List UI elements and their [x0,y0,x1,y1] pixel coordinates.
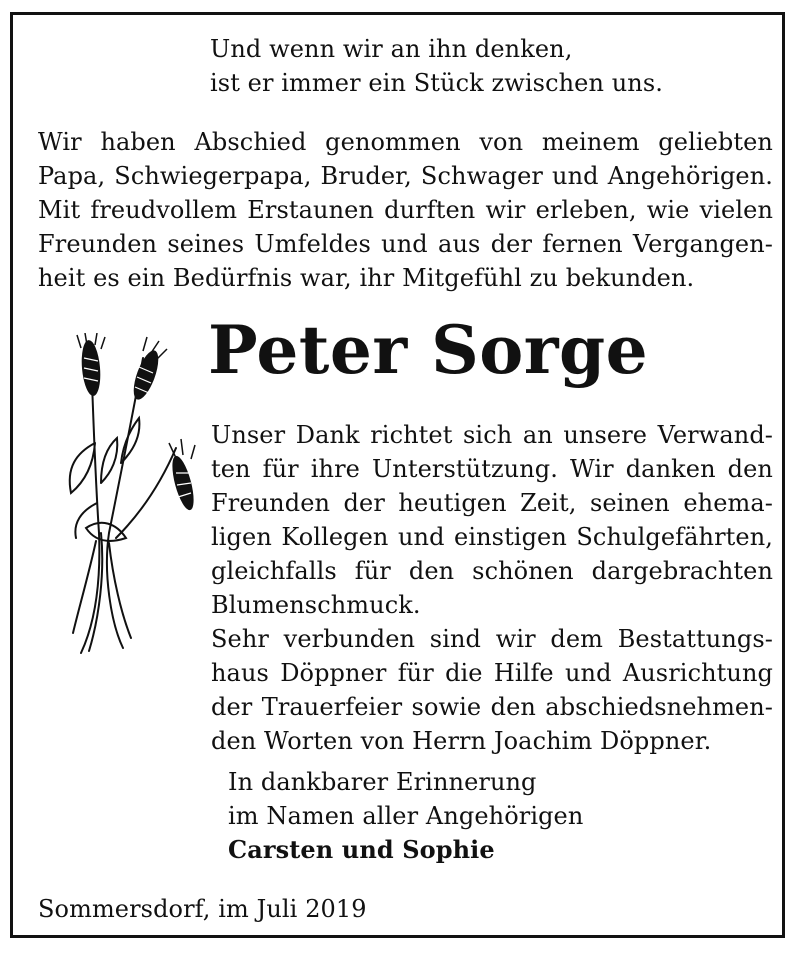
thanks-line-7: Sehr verbunden sind wir dem Bestattungs- [211,625,773,653]
intro-line-5: heit es ein Bedürfnis war, ihr Mitgefühl zu bekunden. [38,264,695,292]
poem [210,32,670,100]
deceased-name: Peter Sorge [208,311,649,389]
intro-line-4: Freunden seines Umfeldes und aus der fernen Vergangen- [38,230,773,258]
intro-paragraph [38,125,773,295]
obituary-notice [10,12,785,938]
thanks-line-6: Blumenschmuck. [211,591,421,619]
closing-block [228,765,648,867]
poem-line-1: Und wenn wir an ihn denken, [210,35,573,63]
poem-line-2: ist er immer ein Stück zwischen uns. [210,69,664,97]
thanks-line-8: haus Döppner für die Hilfe und Ausrichtung [211,659,773,687]
closing-line-1: In dankbarer Erinnerung [228,768,537,796]
intro-line-2: Papa, Schwiegerpapa, Bruder, Schwager und Angehörigen. [38,162,773,190]
signers: Carsten und Sophie [228,835,495,864]
thanks-line-4: ligen Kollegen und einstigen Schulgefährten, [211,523,773,551]
intro-line-3: Mit freudvollem Erstaunen durften wir erleben, wie vielen [38,196,773,224]
thanks-line-10: den Worten von Herrn Joachim Döppner. [211,727,712,755]
wheat-bundle-icon [51,333,201,663]
place-date: Sommersdorf, im Juli 2019 [38,895,367,923]
closing-line-2: im Namen aller Angehörigen [228,802,584,830]
thanks-paragraph [211,418,773,758]
thanks-line-2: ten für ihre Unterstützung. Wir danken den [211,455,773,483]
thanks-line-9: der Trauerfeier sowie den abschiedsnehmen- [211,693,773,721]
thanks-line-5: gleichfalls für den schönen dargebrachten [211,557,773,585]
thanks-line-1: Unser Dank richtet sich an unsere Verwand- [211,421,773,449]
thanks-line-3: Freunden der heutigen Zeit, seinen ehema- [211,489,773,517]
intro-line-1: Wir haben Abschied genommen von meinem geliebten [38,128,773,156]
